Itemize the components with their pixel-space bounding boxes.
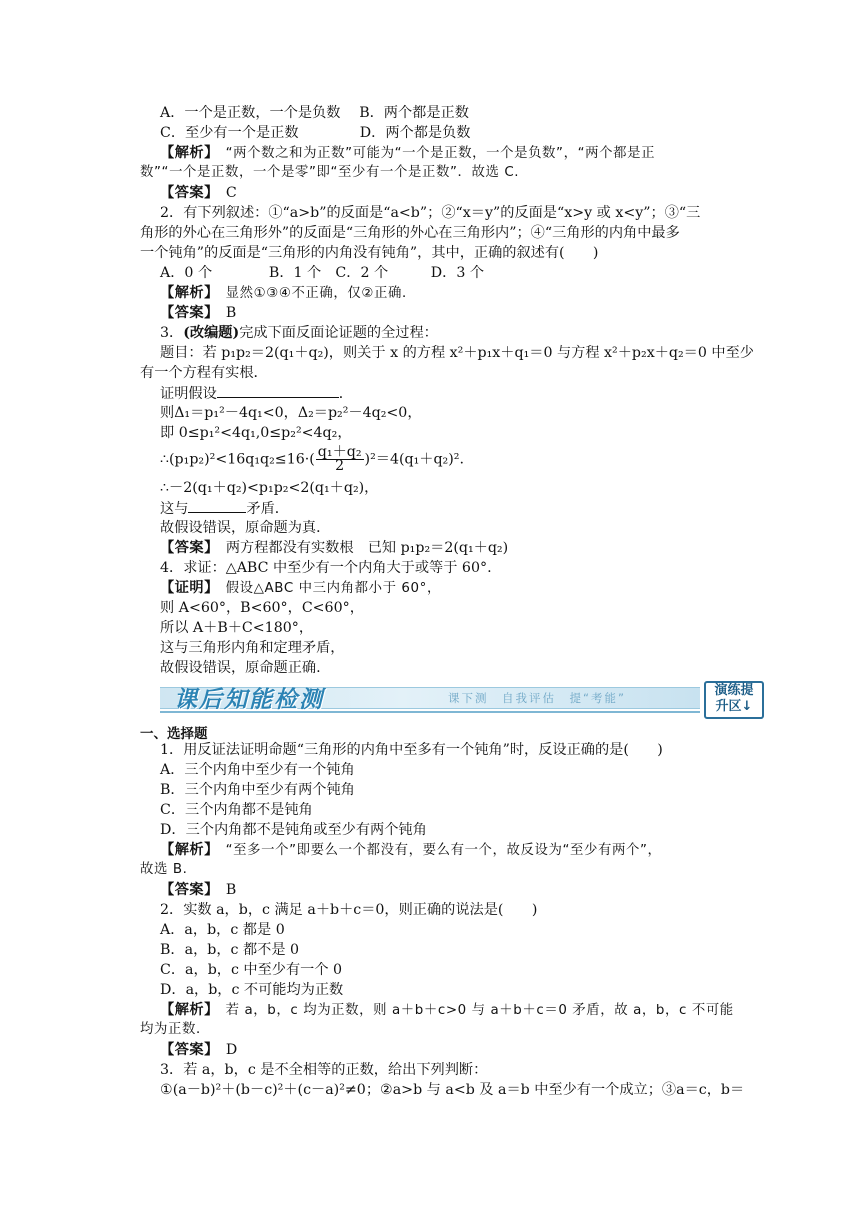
question-text: 完成下面反面论证题的全过程： xyxy=(239,325,438,341)
section-heading: 一、选择题 xyxy=(140,726,208,742)
banner-subtitle: 课下测 自我评估 提“考能” xyxy=(448,691,626,705)
question-source: (改编题) xyxy=(183,325,240,341)
s2-option-a: A．a，b，c 都是 0 xyxy=(160,922,285,938)
proof-tag: 【证明】 xyxy=(160,580,212,596)
banner-title: 课后知能检测 xyxy=(174,686,324,713)
answer-value: B xyxy=(211,882,237,898)
s2-question: 2．实数 a，b，c 满足 a＋b＋c＝0，则正确的说法是( ) xyxy=(160,902,538,918)
answer-value: D xyxy=(211,1042,238,1058)
analysis-tag: 【解析】 xyxy=(160,145,212,161)
s1-analysis xyxy=(160,840,662,861)
proof-text: 矛盾． xyxy=(246,501,289,517)
fraction-denominator: 2 xyxy=(335,458,345,474)
proof-assumption xyxy=(160,383,353,404)
s2-option-b: B．a，b，c 都不是 0 xyxy=(160,942,300,958)
answer-tag: 【答案】 xyxy=(160,305,212,321)
proof-step: 故假设错误，原命题正确. xyxy=(160,660,321,676)
s1-option-b: B．三个内角中至少有两个钝角 xyxy=(160,782,355,798)
question-4-line-1: 4．求证：△ABC 中至少有一个内角大于或等于 60°. xyxy=(160,560,492,576)
answer-value: B xyxy=(211,305,237,321)
question-3-line-1 xyxy=(160,323,438,343)
badge-line-1: 演练提 xyxy=(714,683,754,698)
fraction-numerator: q₁＋q₂ xyxy=(317,444,362,460)
proof-text: 假设△ABC 中三内角都小于 60°， xyxy=(211,581,441,596)
s3-question: 3．若 a，b，c 是不全相等的正数，给出下列判断： xyxy=(160,1062,488,1078)
proof-step-6 xyxy=(160,498,289,519)
s1-answer xyxy=(160,880,236,900)
answer-value: C xyxy=(211,185,237,201)
answer-blank xyxy=(188,498,246,513)
question-3-answer xyxy=(160,538,508,558)
answer-blank xyxy=(217,383,339,398)
proof-text: 这与 xyxy=(160,501,189,517)
badge-line-2: 升区↓ xyxy=(715,699,753,714)
analysis-text: “两个数之和为正数”可能为“一个是正数，一个是负数”，“两个都是正 xyxy=(211,146,656,161)
s1-option-a: A．三个内角中至少有一个钝角 xyxy=(160,762,355,778)
options-row-2: C．至少有一个是正数 D．两个都是负数 xyxy=(160,125,471,141)
question-2-line-3: 一个钝角”的反面是“三角形的内角没有钝角”，其中，正确的叙述有( ) xyxy=(140,245,599,261)
fraction xyxy=(316,446,364,473)
analysis-text: 若 a，b，c 均为正数，则 a＋b＋c>0 与 a＋b＋c＝0 矛盾，故 a，b，c 不可能 xyxy=(211,1003,734,1018)
proof-text: )²＝4(q₁＋q₂)². xyxy=(364,451,464,468)
s2-answer xyxy=(160,1040,237,1060)
question-2-options: A．0 个 B．1 个 C．2 个 D．3 个 xyxy=(160,265,485,281)
question-3-line-3: 有一个方程有实根． xyxy=(140,365,268,381)
question-2-answer xyxy=(160,303,236,323)
s1-question: 1．用反证法证明命题“三角形的内角中至多有一个钝角”时，反设正确的是( ) xyxy=(160,742,663,758)
proof-step-7: 故假设错误，原命题为真． xyxy=(160,520,331,536)
proof-punct: ． xyxy=(338,386,353,402)
options-row-1: A．一个是正数，一个是负数 B．两个都是正数 xyxy=(160,105,469,121)
s1-option-d: D．三个内角都不是钝角或至少有两个钝角 xyxy=(160,822,427,838)
analysis-line xyxy=(160,143,655,164)
analysis-tag: 【解析】 xyxy=(160,1002,212,1018)
s2-analysis-2: 均为正数． xyxy=(140,1022,210,1037)
s3-statements: ①(a－b)²＋(b－c)²＋(c－a)²≠0；②a>b 与 a<b 及 a＝b 中至少有一个成立；③a＝c，b＝ xyxy=(160,1082,745,1098)
answer-tag: 【答案】 xyxy=(160,540,212,556)
question-2-analysis xyxy=(160,283,416,304)
proof-text: 证明假设 xyxy=(160,386,217,402)
proof-step-3: 即 0≤p₁²<4q₁,0≤p₂²<4q₂， xyxy=(160,425,352,441)
proof-text: ∴(p₁p₂)²<16q₁q₂≤16·( xyxy=(160,451,315,468)
answer-tag: 【答案】 xyxy=(160,185,212,201)
question-4-proof xyxy=(160,578,441,599)
analysis-tag: 【解析】 xyxy=(160,842,212,858)
proof-step-2: 则Δ₁＝p₁²－4q₁<0，Δ₂＝p₂²－4q₂<0， xyxy=(160,405,422,421)
analysis-tag: 【解析】 xyxy=(160,285,212,301)
s1-analysis-2: 故选 B. xyxy=(140,862,188,877)
s1-option-c: C．三个内角都不是钝角 xyxy=(160,802,313,818)
analysis-text: “至多一个”即要么一个都没有，要么有一个，故反设为“至少有两个”， xyxy=(211,843,662,858)
answer-line xyxy=(160,183,237,203)
section-banner xyxy=(160,681,764,721)
proof-step-5: ∴－2(q₁＋q₂)<p₁p₂<2(q₁＋q₂)， xyxy=(160,480,379,496)
proof-step: 这与三角形内角和定理矛盾， xyxy=(160,640,345,656)
practice-area-badge xyxy=(704,681,764,719)
question-3-line-2: 题目：若 p₁p₂＝2(q₁＋q₂)，则关于 x 的方程 x²＋p₁x＋q₁＝0 与方程 x²＋p₂x＋q₂＝0 中至少 xyxy=(160,345,754,361)
s2-option-d: D．a，b，c 不可能均为正数 xyxy=(160,982,344,998)
proof-step: 则 A<60°，B<60°，C<60°， xyxy=(160,600,364,616)
analysis-text: 显然①③④不正确，仅②正确． xyxy=(211,286,416,301)
answer-tag: 【答案】 xyxy=(160,1042,212,1058)
answer-tag: 【答案】 xyxy=(160,882,212,898)
question-number: 3． xyxy=(160,325,184,341)
question-2-line-1: 2．有下列叙述：①“a>b”的反面是“a<b”；②“x＝y”的反面是“x>y 或 x<y”；③“三 xyxy=(160,205,701,221)
s2-analysis xyxy=(160,1000,734,1021)
proof-step-4 xyxy=(160,446,464,473)
s2-option-c: C．a，b，c 中至少有一个 0 xyxy=(160,962,343,978)
answer-value: 两方程都没有实数根 已知 p₁p₂＝2(q₁＋q₂) xyxy=(211,540,509,556)
proof-step: 所以 A＋B＋C<180°， xyxy=(160,620,314,636)
analysis-line-2: 数”“一个是正数，一个是零”即“至少有一个是正数”．故选 C. xyxy=(140,165,520,180)
question-2-line-2: 角形的外心在三角形外”的反面是“三角形的外心在三角形内”；④“三角形的内角中最多 xyxy=(140,225,680,241)
